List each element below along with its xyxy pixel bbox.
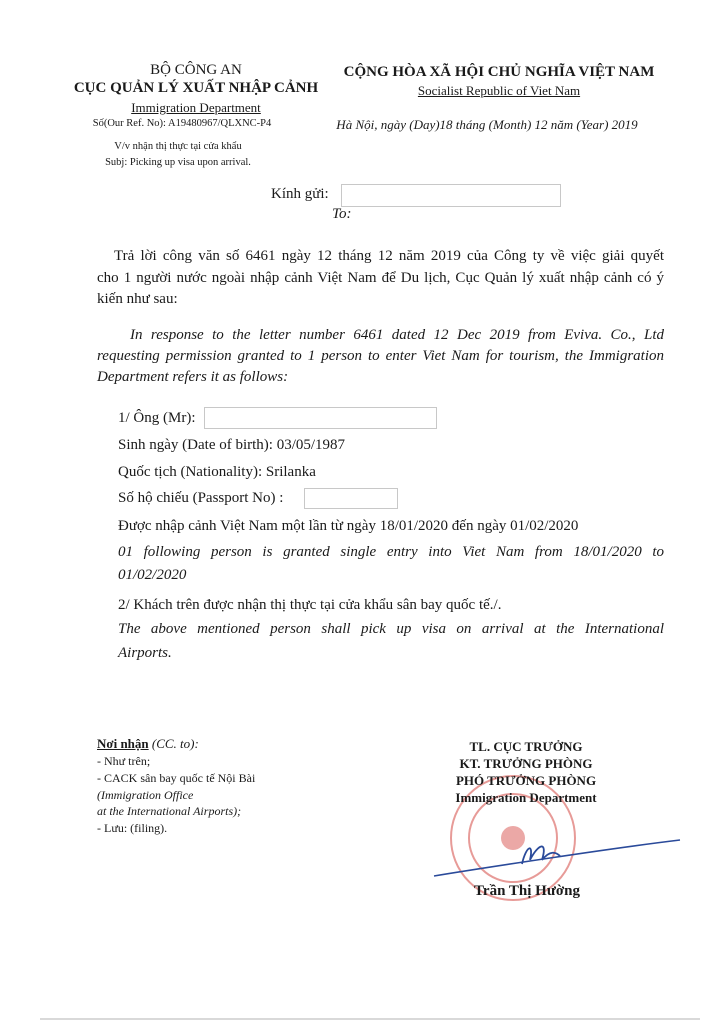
country-name: CỘNG HÒA XÃ HỘI CHỦ NGHĨA VIỆT NAM — [343, 64, 655, 80]
signature-line-4: Immigration Department — [455, 790, 597, 805]
signature-line-1: TL. CỤC TRƯỞNG — [469, 739, 583, 754]
visa-en-line-2: Airports. — [118, 645, 172, 661]
passport-label: Số hộ chiếu (Passport No) : — [118, 490, 284, 506]
date-line: Hà Nội, ngày (Day)18 tháng (Month) 12 năm (Year) 2019 — [336, 117, 638, 132]
signature-line-3: PHÓ TRƯỞNG PHÒNG — [455, 773, 597, 788]
reference-number: Số(Our Ref. No): A19480967/QLXNC-P4 — [92, 118, 272, 129]
visa-en-line-1: The above mentioned person shall pick up visa on arrival at the International — [118, 621, 664, 637]
cc-item-3: (Immigration Office — [97, 788, 194, 802]
body-vi-line-1: Trả lời công văn số 6461 ngày 12 tháng 12 năm 2019 của Công ty về việc giải quyết — [114, 248, 664, 264]
cc-item-5: - Lưu: (filing). — [97, 821, 168, 835]
handwritten-signature-icon — [430, 826, 685, 886]
cc-heading — [97, 736, 199, 752]
body-vi-line-2: cho 1 người nước ngoài nhập cảnh Việt Nam để Du lịch, Cục Quản lý xuất nhập cảnh có ý — [97, 270, 664, 286]
recipient-label-en: To: — [332, 206, 352, 222]
nationality: Quốc tịch (Nationality): Srilanka — [118, 464, 316, 480]
entry-vi: Được nhập cảnh Việt Nam một lần từ ngày 18/01/2020 đến ngày 01/02/2020 — [118, 518, 579, 534]
cc-title: Nơi nhận — [97, 736, 149, 751]
visa-vi: 2/ Khách trên được nhận thị thực tại cửa khẩu sân bay quốc tế./. — [118, 597, 502, 613]
ministry-name: BỘ CÔNG AN — [150, 62, 242, 78]
body-en-line-2: requesting permission granted to 1 person to enter Viet Nam for tourism, the Immigration — [97, 348, 664, 364]
department-name: CỤC QUẢN LÝ XUẤT NHẬP CẢNH — [73, 80, 319, 96]
department-name-en: Immigration Department — [131, 100, 261, 115]
country-name-en: Socialist Republic of Viet Nam — [417, 83, 581, 98]
cc-item-2: - CACK sân bay quốc tế Nội Bài — [97, 771, 256, 785]
cc-item-4: at the International Airports); — [97, 804, 242, 818]
date-of-birth: Sinh ngày (Date of birth): 03/05/1987 — [118, 437, 346, 453]
name-label: 1/ Ông (Mr): — [118, 410, 196, 426]
cc-item-1: - Như trên; — [97, 754, 151, 768]
subject-vi: V/v nhận thị thực tại cửa khẩu — [114, 141, 242, 152]
cc-title-en: (CC. to): — [148, 736, 199, 751]
entry-en-line-2: 01/02/2020 — [118, 567, 187, 583]
recipient-label: Kính gửi: — [271, 186, 329, 202]
passport-field — [304, 488, 398, 509]
page-bottom-rule — [40, 1018, 700, 1020]
entry-en-line-1: 01 following person is granted single entry into Viet Nam from 18/01/2020 to — [118, 544, 664, 560]
subject-en: Subj: Picking up visa upon arrival. — [105, 157, 251, 168]
signature-line-2: KT. TRƯỞNG PHÒNG — [459, 756, 593, 771]
name-field — [204, 407, 437, 429]
body-en-line-1: In response to the letter number 6461 dated 12 Dec 2019 from Eviva. Co., Ltd — [130, 327, 664, 343]
body-vi-line-3: kiến như sau: — [97, 291, 178, 307]
body-en-line-3: Department refers it as follows: — [97, 369, 289, 385]
recipient-field — [341, 184, 561, 207]
signer-name: Trần Thị Hường — [474, 883, 580, 899]
